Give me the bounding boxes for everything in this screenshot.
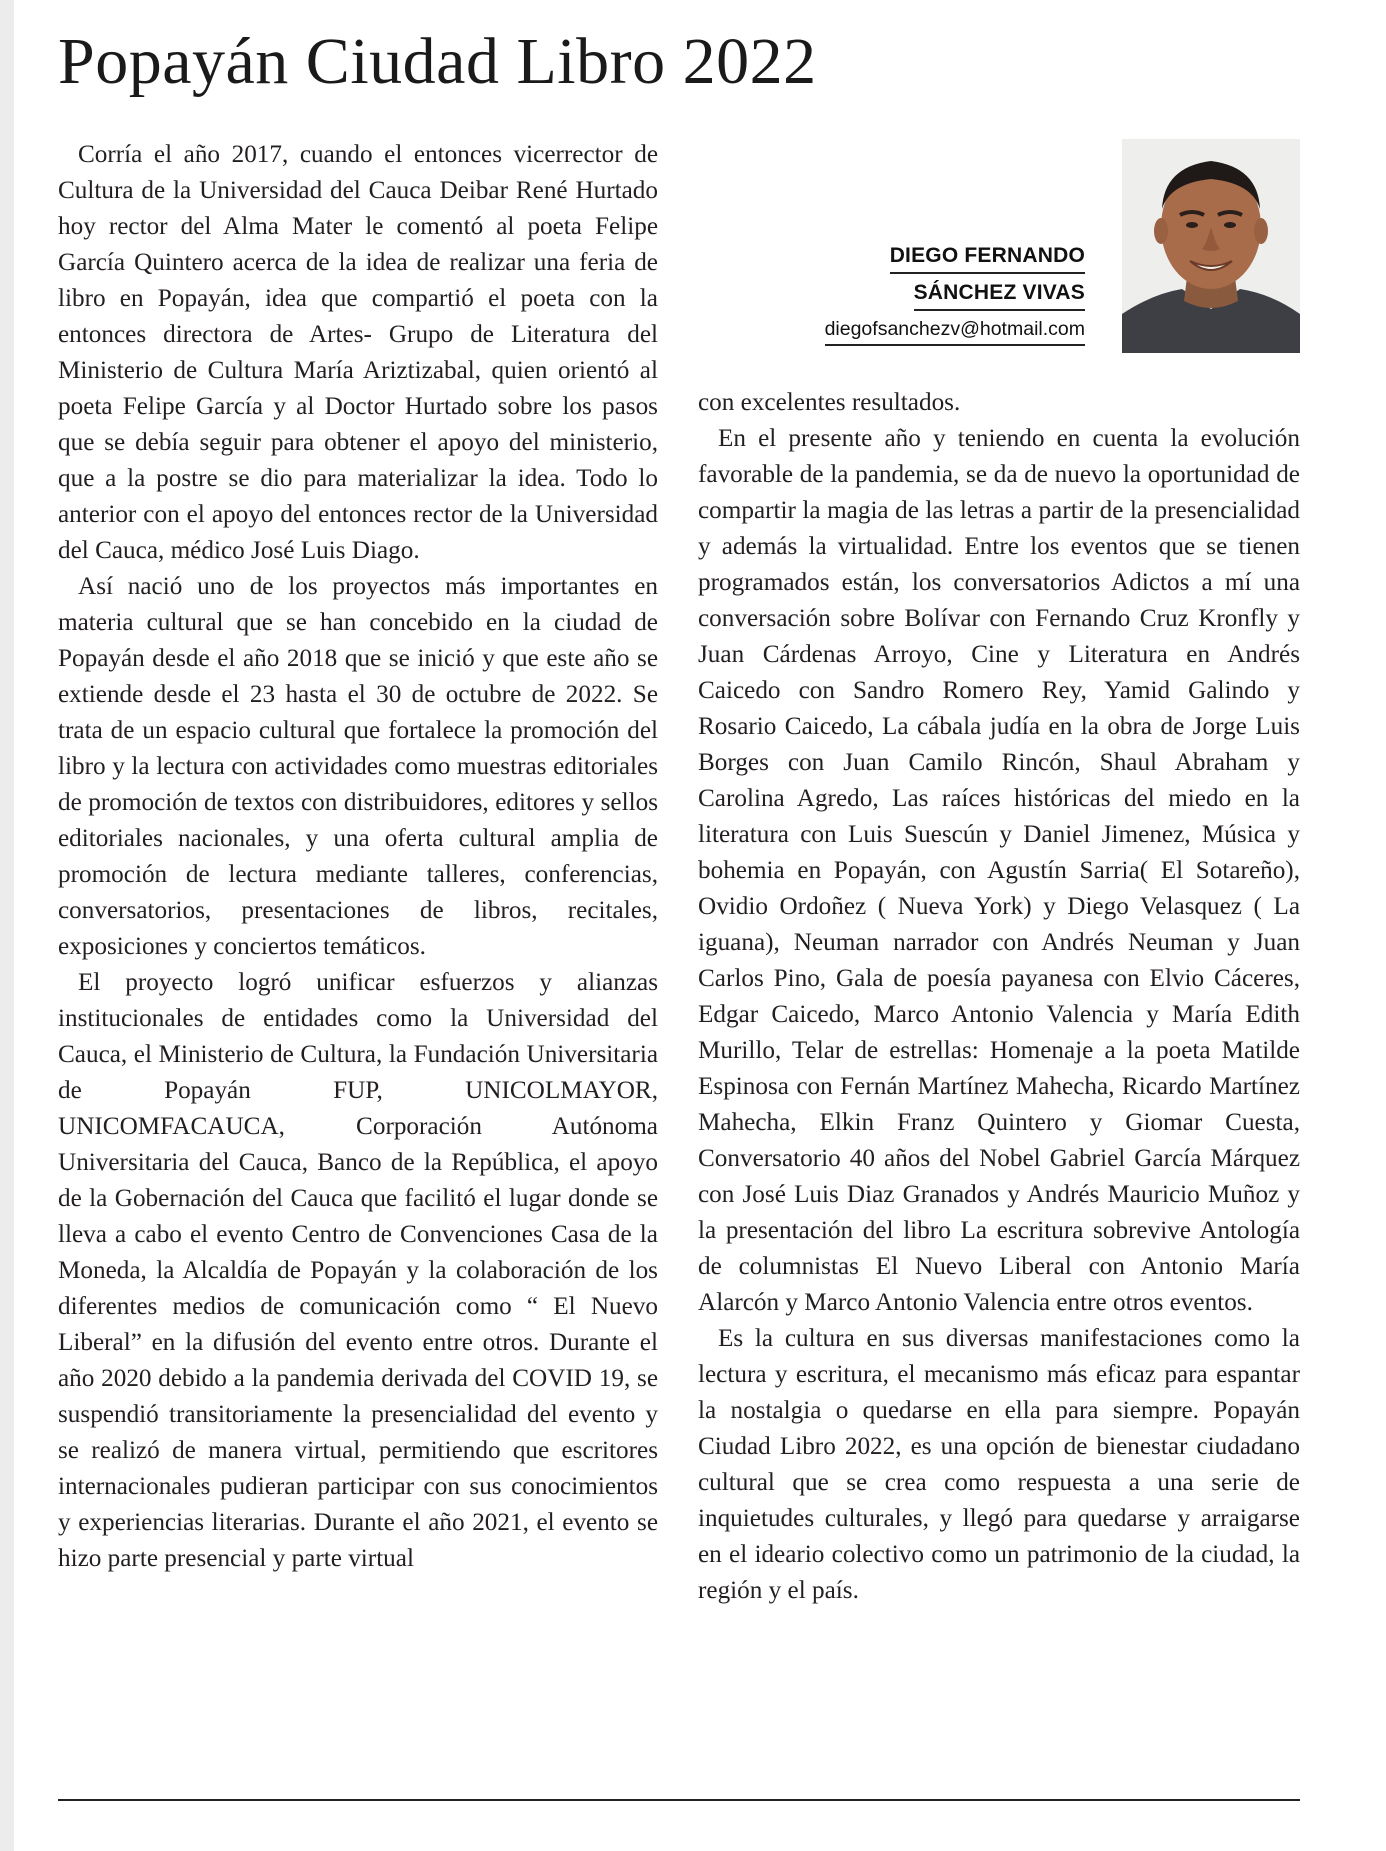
author-name-line1: DIEGO FERNANDO <box>890 241 1085 274</box>
paragraph-left-1: Corría el año 2017, cuando el entonces vicerrector de Cultura de la Universidad del Cauca Deibar René Hurtado hoy rector del Alma Mater le comentó al poeta Felipe García Quintero acerca de la idea de realizar una feria de libro en Popayán, idea que compartió el poeta con la entonces directora de Artes- Grupo de Literatura del Ministerio de Cultura María Ariztizabal, quien orientó al poeta Felipe García y al Doctor Hurtado sobre los pasos que se debía seguir para obtener el apoyo del ministerio, que a la postre se dio para materializar la idea. Todo lo anterior con el apoyo del entonces rector de la Universidad del Cauca, médico José Luis Diago. <box>58 141 658 564</box>
bottom-rule <box>58 1799 1300 1801</box>
article-title: Popayán Ciudad Libro 2022 <box>58 25 817 98</box>
page-edge-strip <box>0 0 14 1851</box>
paragraph-right-1: con excelentes resultados. <box>698 389 961 416</box>
author-name-line2: SÁNCHEZ VIVAS <box>914 278 1085 311</box>
author-portrait-photo <box>1122 139 1300 353</box>
paragraph-right-2: En el presente año y teniendo en cuenta la evolución favorable de la pandemia, se da de nuevo la oportunidad de compartir la magia de las letras a partir de la presencialidad y además la virtualidad. Entre los eventos que se tienen programados están, los conversatorios Adictos a mí una conversación sobre Bolívar con Fernando Cruz Kronfly y Juan Cárdenas Arroyo, Cine y Literatura en Andrés Caicedo con Sandro Romero Rey, Yamid Galindo y Rosario Caicedo, La cábala judía en la obra de Jorge Luis Borges con Juan Camilo Rincón, Shaul Abraham y Carolina Agredo, Las raíces históricas del miedo en la literatura con Luis Suescún y Daniel Jimenez, Música y bohemia en Popayán, con Agustín Sarria( El Sotareño), Ovidio Ordoñez ( Nueva York) y Diego Velasquez ( La iguana), Neuman narrador con Andrés Neuman y Juan Carlos Pino, Gala de poesía payanesa con Elvio Cáceres, Edgar Caicedo, Marco Antonio Valencia y María Edith Murillo, Telar de estrellas: Homenaje a la poeta Matilde Espinosa con Fernán Martínez Mahecha, Ricardo Martínez Mahecha, Elkin Franz Quintero y Giomar Cuesta, Conversatorio 40 años del Nobel Gabriel García Márquez con José Luis Diaz Granados y Andrés Mauricio Muñoz y la presentación del libro La escritura sobrevive Antología de columnistas El Nuevo Liberal con Antonio María Alarcón y Marco Antonio Valencia entre otros eventos. <box>698 425 1300 1316</box>
paragraph-left-2: Así nació uno de los proyectos más importantes en materia cultural que se han concebido en la ciudad de Popayán desde el año 2018 que se inició y que este año se extiende desde el 23 hasta el 30 de octubre de 2022. Se trata de un espacio cultural que fortalece la promoción del libro y la lectura con actividades como muestras editoriales de promoción de textos con distribuidores, editores y sellos editoriales nacionales, y una oferta cultural amplia de promoción de lectura mediante talleres, conferencias, conversatorios, presentaciones de libros, recitales, exposiciones y conciertos temáticos. <box>58 573 658 960</box>
author-email: diegofsanchezv@hotmail.com <box>825 315 1085 346</box>
paragraph-left-3: El proyecto logró unificar esfuerzos y alianzas institucionales de entidades como la Universidad del Cauca, el Ministerio de Cultura, la Fundación Universitaria de Popayán FUP, UNICOLMAYOR, UNICOMFACAUCA, Corporación Autónoma Universitaria del Cauca, Banco de la República, el apoyo de la Gobernación del Cauca que facilitó el lugar donde se lleva a cabo el evento Centro de Convenciones Casa de la Moneda, la Alcaldía de Popayán y la colaboración de los diferentes medios de comunicación como “ El Nuevo Liberal” en la difusión del evento entre otros. Durante el año 2020 debido a la pandemia derivada del COVID 19, se suspendió transitoriamente la presencialidad del evento y se realizó de manera virtual, permitiendo que escritores internacionales pudieran participar con sus conocimientos y experiencias literarias. Durante el año 2021, el evento se hizo parte presencial y parte virtual <box>58 969 658 1572</box>
article-column-right <box>698 385 1300 1609</box>
portrait-illustration <box>1122 139 1300 353</box>
paragraph-right-3: Es la cultura en sus diversas manifestaciones como la lectura y escritura, el mecanismo más eficaz para espantar la nostalgia o quedarse en ella para siempre. Popayán Ciudad Libro 2022, es una opción de bienestar ciudadano cultural que se crea como respuesta a una serie de inquietudes culturales, y llegó para quedarse y arraigarse en el ideario colectivo como un patrimonio de la ciudad, la región y el país. <box>698 1325 1300 1604</box>
author-meta <box>825 241 1085 346</box>
article-column-left <box>58 137 658 1577</box>
